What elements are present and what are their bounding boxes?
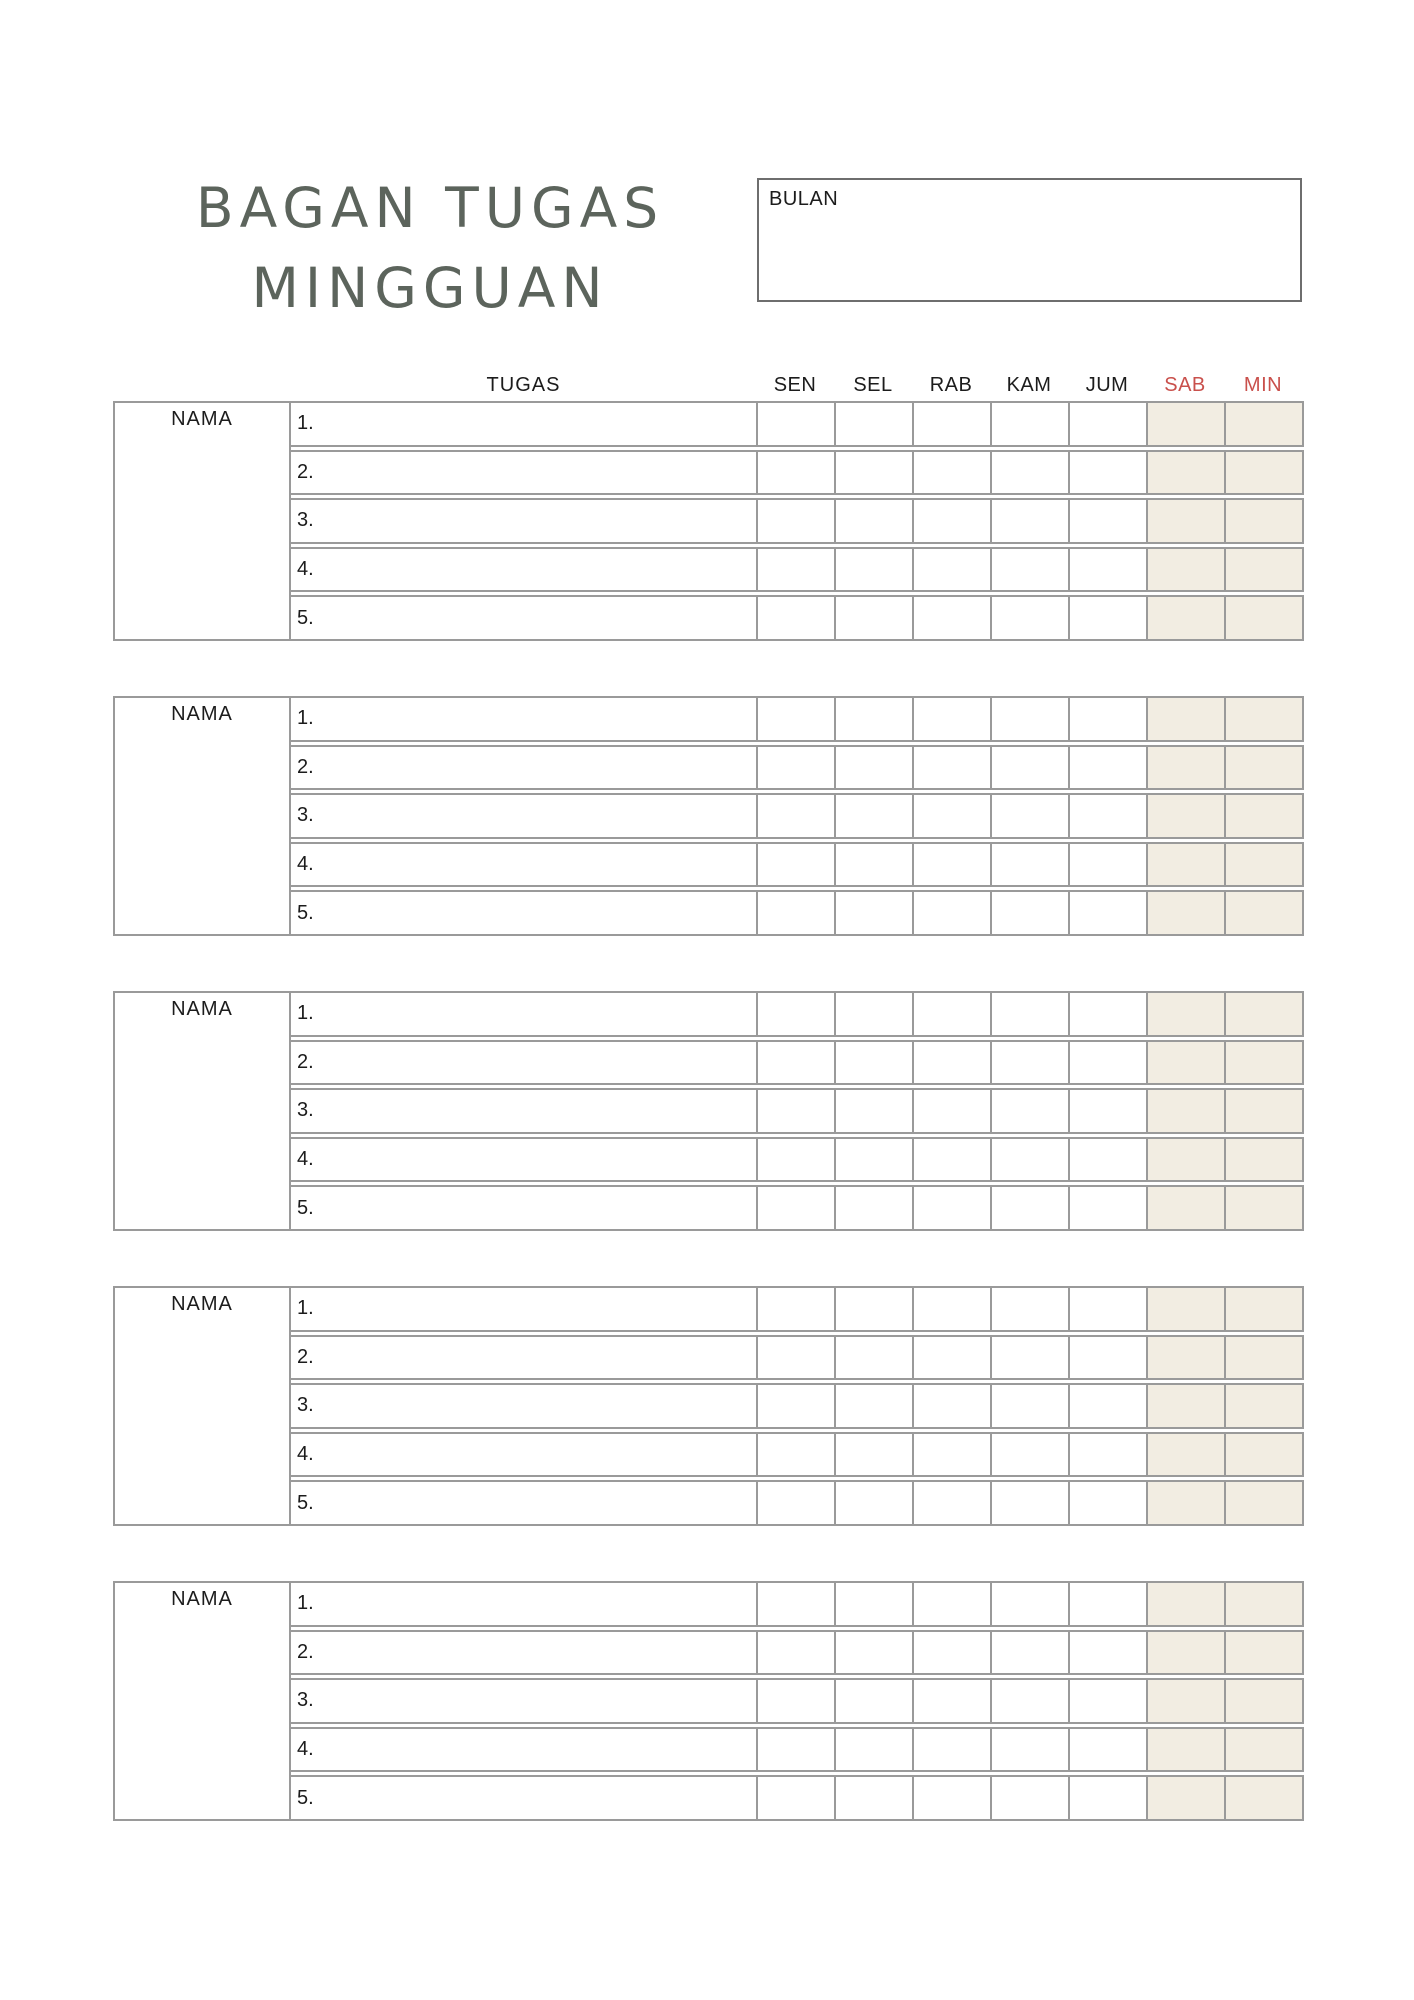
task-write-in-area[interactable] (291, 698, 756, 740)
day-checkbox-cell-sel[interactable] (834, 1090, 912, 1132)
day-checkbox-cell-min[interactable] (1224, 698, 1302, 740)
task-number: 4. (297, 1148, 314, 1171)
day-checkbox-cell-jum[interactable] (1068, 1777, 1146, 1819)
task-row (291, 793, 1304, 839)
day-checkbox-cell-jum[interactable] (1068, 452, 1146, 494)
day-checkbox-cell-rab[interactable] (912, 993, 990, 1035)
day-checkbox-cell-sel[interactable] (834, 993, 912, 1035)
table-header (113, 372, 1302, 398)
task-table-block-1 (113, 401, 1302, 641)
task-rows (291, 401, 1304, 641)
task-rows (291, 1286, 1304, 1526)
task-row (291, 1383, 1304, 1429)
day-checkbox-cell-kam[interactable] (990, 1680, 1068, 1722)
day-checkbox-cell-sab[interactable] (1146, 452, 1224, 494)
day-checkbox-cell-min[interactable] (1224, 1434, 1302, 1476)
day-checkbox-cell-min[interactable] (1224, 1777, 1302, 1819)
day-checkbox-cell-jum[interactable] (1068, 1139, 1146, 1181)
day-checkbox-cell-rab[interactable] (912, 1090, 990, 1132)
day-checkbox-cell-jum[interactable] (1068, 1337, 1146, 1379)
task-number: 1. (297, 1002, 314, 1025)
day-checkbox-cell-sen[interactable] (756, 892, 834, 934)
day-checkbox-cell-sel[interactable] (834, 597, 912, 639)
day-checkbox-cell-rab[interactable] (912, 1434, 990, 1476)
task-row (291, 1286, 1304, 1332)
task-rows (291, 696, 1304, 936)
day-checkbox-cell-sen[interactable] (756, 1385, 834, 1427)
name-write-in-cell[interactable] (113, 1286, 291, 1526)
task-write-in-area[interactable] (291, 500, 756, 542)
day-checkbox-cell-kam[interactable] (990, 1139, 1068, 1181)
day-checkbox-cell-kam[interactable] (990, 403, 1068, 445)
day-checkbox-cell-kam[interactable] (990, 1482, 1068, 1524)
task-write-in-area[interactable] (291, 1482, 756, 1524)
month-box[interactable] (757, 178, 1302, 302)
task-table-block-2 (113, 696, 1302, 936)
task-number: 1. (297, 707, 314, 730)
day-checkbox-cell-sen[interactable] (756, 1187, 834, 1229)
day-checkbox-cell-sen[interactable] (756, 1288, 834, 1330)
day-checkbox-cell-rab[interactable] (912, 1482, 990, 1524)
day-checkbox-cell-jum[interactable] (1068, 549, 1146, 591)
day-checkbox-cell-sen[interactable] (756, 1482, 834, 1524)
day-checkbox-cell-min[interactable] (1224, 403, 1302, 445)
day-checkbox-cell-sab[interactable] (1146, 1680, 1224, 1722)
day-checkbox-cell-sen[interactable] (756, 795, 834, 837)
day-checkbox-cell-sel[interactable] (834, 500, 912, 542)
day-header-rab: RAB (929, 373, 973, 396)
day-checkbox-cell-sen[interactable] (756, 403, 834, 445)
day-checkbox-cell-min[interactable] (1224, 549, 1302, 591)
day-checkbox-cell-sab[interactable] (1146, 747, 1224, 789)
day-checkbox-cell-sel[interactable] (834, 795, 912, 837)
day-checkbox-cell-min[interactable] (1224, 844, 1302, 886)
day-checkbox-cell-jum[interactable] (1068, 1632, 1146, 1674)
task-number: 3. (297, 804, 314, 827)
task-row (291, 1581, 1304, 1627)
day-checkbox-cell-rab[interactable] (912, 795, 990, 837)
day-checkbox-cell-sab[interactable] (1146, 1139, 1224, 1181)
day-checkbox-cell-kam[interactable] (990, 795, 1068, 837)
day-checkbox-cell-jum[interactable] (1068, 597, 1146, 639)
task-row (291, 1775, 1304, 1821)
day-checkbox-cell-kam[interactable] (990, 1187, 1068, 1229)
day-checkbox-cell-sab[interactable] (1146, 1385, 1224, 1427)
day-checkbox-cell-sen[interactable] (756, 1139, 834, 1181)
day-checkbox-cell-sel[interactable] (834, 1288, 912, 1330)
day-checkbox-cell-min[interactable] (1224, 1187, 1302, 1229)
task-number: 5. (297, 606, 314, 629)
day-checkbox-cell-kam[interactable] (990, 1777, 1068, 1819)
day-checkbox-cell-sel[interactable] (834, 844, 912, 886)
task-row (291, 1678, 1304, 1724)
task-write-in-area[interactable] (291, 403, 756, 445)
task-number: 5. (297, 1196, 314, 1219)
day-checkbox-cell-sel[interactable] (834, 1680, 912, 1722)
title-line-1: BAGAN TUGAS (195, 176, 665, 240)
name-write-in-cell[interactable] (113, 696, 291, 936)
day-checkbox-cell-kam[interactable] (990, 1729, 1068, 1771)
day-checkbox-cell-kam[interactable] (990, 1434, 1068, 1476)
task-write-in-area[interactable] (291, 1583, 756, 1625)
name-label: NAMA (171, 408, 233, 430)
task-number: 5. (297, 901, 314, 924)
task-number: 2. (297, 1345, 314, 1368)
task-write-in-area[interactable] (291, 549, 756, 591)
task-row (291, 991, 1304, 1037)
day-checkbox-cell-min[interactable] (1224, 1482, 1302, 1524)
task-number: 1. (297, 1297, 314, 1320)
day-checkbox-cell-kam[interactable] (990, 597, 1068, 639)
day-checkbox-cell-jum[interactable] (1068, 844, 1146, 886)
day-checkbox-cell-sab[interactable] (1146, 403, 1224, 445)
task-row (291, 498, 1304, 544)
tasks-column-header: TUGAS (486, 373, 561, 396)
day-checkbox-cell-jum[interactable] (1068, 500, 1146, 542)
day-checkbox-cell-min[interactable] (1224, 500, 1302, 542)
day-checkbox-cell-sel[interactable] (834, 1042, 912, 1084)
task-row (291, 1727, 1304, 1773)
task-number: 4. (297, 853, 314, 876)
day-checkbox-cell-kam[interactable] (990, 892, 1068, 934)
task-row (291, 745, 1304, 791)
day-checkbox-cell-jum[interactable] (1068, 747, 1146, 789)
task-number: 3. (297, 1394, 314, 1417)
day-checkbox-cell-kam[interactable] (990, 1042, 1068, 1084)
day-checkbox-cell-jum[interactable] (1068, 795, 1146, 837)
day-checkbox-cell-kam[interactable] (990, 747, 1068, 789)
day-checkbox-cell-sel[interactable] (834, 698, 912, 740)
task-number: 5. (297, 1491, 314, 1514)
task-table-block-3 (113, 991, 1302, 1231)
task-number: 1. (297, 1592, 314, 1615)
day-checkbox-cell-sab[interactable] (1146, 1434, 1224, 1476)
day-checkbox-cell-rab[interactable] (912, 1042, 990, 1084)
day-checkbox-cell-sen[interactable] (756, 1632, 834, 1674)
day-checkbox-cell-min[interactable] (1224, 892, 1302, 934)
task-sheet (113, 401, 1302, 1876)
day-checkbox-cell-min[interactable] (1224, 1632, 1302, 1674)
task-write-in-area[interactable] (291, 452, 756, 494)
day-checkbox-cell-kam[interactable] (990, 500, 1068, 542)
day-checkbox-cell-sen[interactable] (756, 1680, 834, 1722)
task-write-in-area[interactable] (291, 1777, 756, 1819)
day-checkbox-cell-sab[interactable] (1146, 1729, 1224, 1771)
day-checkbox-cell-kam[interactable] (990, 993, 1068, 1035)
task-row (291, 842, 1304, 888)
task-number: 3. (297, 1689, 314, 1712)
day-checkbox-cell-sab[interactable] (1146, 597, 1224, 639)
day-checkbox-cell-jum[interactable] (1068, 1583, 1146, 1625)
day-checkbox-cell-sel[interactable] (834, 452, 912, 494)
day-checkbox-cell-min[interactable] (1224, 452, 1302, 494)
day-checkbox-cell-sel[interactable] (834, 1187, 912, 1229)
day-checkbox-cell-rab[interactable] (912, 1337, 990, 1379)
day-checkbox-cell-rab[interactable] (912, 597, 990, 639)
name-label: NAMA (171, 703, 233, 725)
day-checkbox-cell-sen[interactable] (756, 500, 834, 542)
day-checkbox-cell-sab[interactable] (1146, 1187, 1224, 1229)
task-row (291, 1335, 1304, 1381)
day-checkbox-cell-jum[interactable] (1068, 1288, 1146, 1330)
day-header-sel: SEL (853, 373, 893, 396)
day-checkbox-cell-min[interactable] (1224, 1042, 1302, 1084)
day-checkbox-cell-sen[interactable] (756, 1090, 834, 1132)
day-checkbox-cell-sel[interactable] (834, 1632, 912, 1674)
day-checkbox-cell-sen[interactable] (756, 993, 834, 1035)
task-write-in-area[interactable] (291, 747, 756, 789)
task-row (291, 1480, 1304, 1526)
task-table-block-4 (113, 1286, 1302, 1526)
day-checkbox-cell-sen[interactable] (756, 1042, 834, 1084)
task-rows (291, 1581, 1304, 1821)
day-checkbox-cell-rab[interactable] (912, 549, 990, 591)
day-checkbox-cell-sel[interactable] (834, 1583, 912, 1625)
day-checkbox-cell-sen[interactable] (756, 698, 834, 740)
day-checkbox-cell-sab[interactable] (1146, 1288, 1224, 1330)
day-checkbox-cell-rab[interactable] (912, 1680, 990, 1722)
task-row (291, 595, 1304, 641)
day-checkbox-cell-min[interactable] (1224, 993, 1302, 1035)
day-checkbox-cell-sab[interactable] (1146, 1583, 1224, 1625)
day-checkbox-cell-rab[interactable] (912, 403, 990, 445)
task-number: 2. (297, 1640, 314, 1663)
day-checkbox-cell-sab[interactable] (1146, 549, 1224, 591)
task-write-in-area[interactable] (291, 1632, 756, 1674)
day-checkbox-cell-sel[interactable] (834, 892, 912, 934)
day-checkbox-cell-jum[interactable] (1068, 892, 1146, 934)
task-row (291, 890, 1304, 936)
day-checkbox-cell-sab[interactable] (1146, 1632, 1224, 1674)
task-write-in-area[interactable] (291, 993, 756, 1035)
task-row (291, 450, 1304, 496)
day-checkbox-cell-sen[interactable] (756, 452, 834, 494)
day-checkbox-cell-sab[interactable] (1146, 892, 1224, 934)
day-checkbox-cell-sen[interactable] (756, 1583, 834, 1625)
day-checkbox-cell-jum[interactable] (1068, 1482, 1146, 1524)
name-label: NAMA (171, 1293, 233, 1315)
task-number: 4. (297, 1738, 314, 1761)
day-checkbox-cell-min[interactable] (1224, 1288, 1302, 1330)
name-write-in-cell[interactable] (113, 1581, 291, 1821)
day-checkbox-cell-sel[interactable] (834, 1729, 912, 1771)
name-write-in-cell[interactable] (113, 991, 291, 1231)
day-checkbox-cell-jum[interactable] (1068, 1729, 1146, 1771)
task-number: 5. (297, 1786, 314, 1809)
day-checkbox-cell-sab[interactable] (1146, 1777, 1224, 1819)
page-title (130, 168, 730, 328)
task-write-in-area[interactable] (291, 1187, 756, 1229)
day-column-headers (756, 374, 1302, 397)
day-checkbox-cell-sen[interactable] (756, 844, 834, 886)
day-checkbox-cell-sel[interactable] (834, 747, 912, 789)
day-checkbox-cell-min[interactable] (1224, 1729, 1302, 1771)
task-row (291, 1088, 1304, 1134)
day-checkbox-cell-kam[interactable] (990, 1583, 1068, 1625)
day-checkbox-cell-sel[interactable] (834, 1385, 912, 1427)
day-checkbox-cell-sen[interactable] (756, 597, 834, 639)
day-checkbox-cell-rab[interactable] (912, 1729, 990, 1771)
day-checkbox-cell-min[interactable] (1224, 1139, 1302, 1181)
day-checkbox-cell-kam[interactable] (990, 549, 1068, 591)
day-checkbox-cell-kam[interactable] (990, 1090, 1068, 1132)
day-checkbox-cell-rab[interactable] (912, 1583, 990, 1625)
day-checkbox-cell-min[interactable] (1224, 1385, 1302, 1427)
task-row (291, 1137, 1304, 1183)
day-checkbox-cell-sel[interactable] (834, 1482, 912, 1524)
day-checkbox-cell-kam[interactable] (990, 1288, 1068, 1330)
name-write-in-cell[interactable] (113, 401, 291, 641)
day-checkbox-cell-kam[interactable] (990, 844, 1068, 886)
task-number: 4. (297, 558, 314, 581)
task-write-in-area[interactable] (291, 1139, 756, 1181)
task-rows (291, 991, 1304, 1231)
day-checkbox-cell-rab[interactable] (912, 1385, 990, 1427)
day-checkbox-cell-kam[interactable] (990, 698, 1068, 740)
day-checkbox-cell-sen[interactable] (756, 549, 834, 591)
day-checkbox-cell-rab[interactable] (912, 844, 990, 886)
day-checkbox-cell-sel[interactable] (834, 549, 912, 591)
task-write-in-area[interactable] (291, 597, 756, 639)
day-header-jum: JUM (1085, 373, 1129, 396)
day-checkbox-cell-min[interactable] (1224, 1337, 1302, 1379)
day-checkbox-cell-rab[interactable] (912, 1777, 990, 1819)
day-checkbox-cell-jum[interactable] (1068, 1042, 1146, 1084)
task-row (291, 401, 1304, 447)
day-checkbox-cell-rab[interactable] (912, 1139, 990, 1181)
day-checkbox-cell-sel[interactable] (834, 403, 912, 445)
task-row (291, 1040, 1304, 1086)
day-checkbox-cell-jum[interactable] (1068, 1187, 1146, 1229)
day-checkbox-cell-sab[interactable] (1146, 500, 1224, 542)
day-checkbox-cell-rab[interactable] (912, 698, 990, 740)
day-checkbox-cell-rab[interactable] (912, 1632, 990, 1674)
day-checkbox-cell-sab[interactable] (1146, 993, 1224, 1035)
day-checkbox-cell-sen[interactable] (756, 1729, 834, 1771)
day-checkbox-cell-sab[interactable] (1146, 1042, 1224, 1084)
task-write-in-area[interactable] (291, 1090, 756, 1132)
task-row (291, 1432, 1304, 1478)
task-number: 3. (297, 1099, 314, 1122)
task-number: 2. (297, 460, 314, 483)
task-row (291, 547, 1304, 593)
day-checkbox-cell-sen[interactable] (756, 747, 834, 789)
task-write-in-area[interactable] (291, 1434, 756, 1476)
task-number: 3. (297, 509, 314, 532)
task-row (291, 1185, 1304, 1231)
day-checkbox-cell-sen[interactable] (756, 1777, 834, 1819)
day-checkbox-cell-jum[interactable] (1068, 403, 1146, 445)
day-checkbox-cell-sel[interactable] (834, 1777, 912, 1819)
day-checkbox-cell-jum[interactable] (1068, 1434, 1146, 1476)
task-write-in-area[interactable] (291, 844, 756, 886)
day-checkbox-cell-kam[interactable] (990, 1337, 1068, 1379)
day-checkbox-cell-kam[interactable] (990, 1385, 1068, 1427)
day-checkbox-cell-min[interactable] (1224, 795, 1302, 837)
task-number: 4. (297, 1443, 314, 1466)
day-checkbox-cell-kam[interactable] (990, 452, 1068, 494)
day-checkbox-cell-sel[interactable] (834, 1434, 912, 1476)
task-row (291, 1630, 1304, 1676)
name-label: NAMA (171, 998, 233, 1020)
title-line-2: MINGGUAN (251, 256, 609, 320)
day-checkbox-cell-sel[interactable] (834, 1139, 912, 1181)
day-checkbox-cell-rab[interactable] (912, 452, 990, 494)
task-write-in-area[interactable] (291, 1385, 756, 1427)
task-number: 2. (297, 1050, 314, 1073)
day-checkbox-cell-sab[interactable] (1146, 795, 1224, 837)
month-label: BULAN (769, 188, 839, 210)
day-checkbox-cell-sel[interactable] (834, 1337, 912, 1379)
day-checkbox-cell-min[interactable] (1224, 597, 1302, 639)
day-checkbox-cell-min[interactable] (1224, 747, 1302, 789)
day-checkbox-cell-jum[interactable] (1068, 1385, 1146, 1427)
day-checkbox-cell-rab[interactable] (912, 1187, 990, 1229)
day-header-kam: KAM (1006, 373, 1052, 396)
day-checkbox-cell-rab[interactable] (912, 747, 990, 789)
day-checkbox-cell-min[interactable] (1224, 1583, 1302, 1625)
day-checkbox-cell-jum[interactable] (1068, 698, 1146, 740)
day-checkbox-cell-jum[interactable] (1068, 993, 1146, 1035)
day-checkbox-cell-sen[interactable] (756, 1337, 834, 1379)
day-header-sen: SEN (773, 373, 817, 396)
day-checkbox-cell-min[interactable] (1224, 1680, 1302, 1722)
day-checkbox-cell-rab[interactable] (912, 1288, 990, 1330)
day-header-sab: SAB (1164, 373, 1206, 396)
task-write-in-area[interactable] (291, 795, 756, 837)
task-number: 2. (297, 755, 314, 778)
day-checkbox-cell-rab[interactable] (912, 500, 990, 542)
day-checkbox-cell-min[interactable] (1224, 1090, 1302, 1132)
task-table-block-5 (113, 1581, 1302, 1821)
task-write-in-area[interactable] (291, 1729, 756, 1771)
task-write-in-area[interactable] (291, 892, 756, 934)
day-checkbox-cell-sab[interactable] (1146, 1090, 1224, 1132)
task-write-in-area[interactable] (291, 1288, 756, 1330)
day-checkbox-cell-jum[interactable] (1068, 1680, 1146, 1722)
day-checkbox-cell-sab[interactable] (1146, 1482, 1224, 1524)
day-checkbox-cell-kam[interactable] (990, 1632, 1068, 1674)
task-number: 1. (297, 412, 314, 435)
day-checkbox-cell-sab[interactable] (1146, 844, 1224, 886)
day-checkbox-cell-sab[interactable] (1146, 1337, 1224, 1379)
name-label: NAMA (171, 1588, 233, 1610)
task-write-in-area[interactable] (291, 1680, 756, 1722)
day-checkbox-cell-sen[interactable] (756, 1434, 834, 1476)
task-write-in-area[interactable] (291, 1042, 756, 1084)
task-write-in-area[interactable] (291, 1337, 756, 1379)
day-checkbox-cell-rab[interactable] (912, 892, 990, 934)
day-header-min: MIN (1243, 373, 1283, 396)
task-row (291, 696, 1304, 742)
day-checkbox-cell-jum[interactable] (1068, 1090, 1146, 1132)
day-checkbox-cell-sab[interactable] (1146, 698, 1224, 740)
